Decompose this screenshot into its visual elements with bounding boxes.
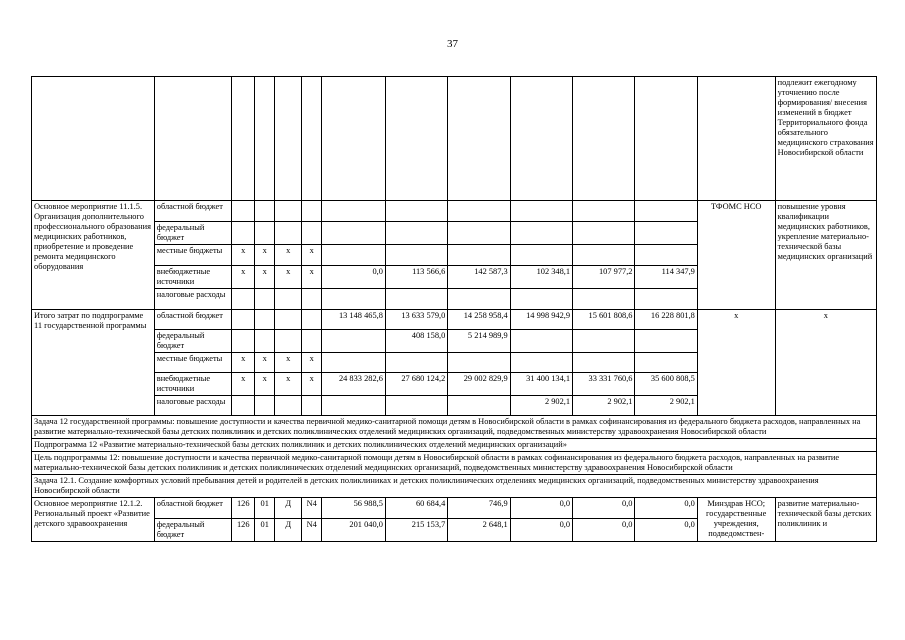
amount-cell: 15 601 808,6 xyxy=(573,310,635,330)
amount-cell xyxy=(573,289,635,310)
code-cell xyxy=(275,222,302,245)
code-cell xyxy=(232,201,255,222)
code-cell: N4 xyxy=(302,519,322,542)
measure_1115-row xyxy=(32,201,877,222)
code-cell: 126 xyxy=(232,519,255,542)
amount-cell: 746,9 xyxy=(448,498,510,519)
empty-cell xyxy=(32,77,155,201)
goal-text: Цель подпрограммы 12: повышение доступности и качества первичной медико-санитарной помощи детям в Новосибирской области в рамках софинансирования из федерального бюджета расходов, направленных на развитие материально-технической базы детских поликлиник и детских поликлинических отделений медицинских организаций, подведомственных министерству здравоохранения Новосибирской области xyxy=(32,452,877,475)
amount-cell xyxy=(573,245,635,266)
code-cell: x xyxy=(254,266,274,289)
amount-cell xyxy=(510,330,572,353)
measure_1212-row xyxy=(32,498,877,519)
code-cell xyxy=(302,289,322,310)
code-cell: x xyxy=(275,373,302,396)
code-cell xyxy=(254,396,274,416)
code-cell: x xyxy=(232,373,255,396)
amount-cell: 5 214 989,9 xyxy=(448,330,510,353)
code-cell xyxy=(232,310,255,330)
funding-source: местные бюджеты xyxy=(154,245,232,266)
code-cell: 01 xyxy=(254,498,274,519)
amount-cell xyxy=(322,396,385,416)
amount-cell xyxy=(510,245,572,266)
amount-cell: 0,0 xyxy=(510,498,572,519)
code-cell: x xyxy=(232,245,255,266)
code-cell xyxy=(254,201,274,222)
amount-cell: 102 348,1 xyxy=(510,266,572,289)
code-cell xyxy=(302,396,322,416)
amount-cell: 14 258 958,4 xyxy=(448,310,510,330)
code-cell: x xyxy=(302,373,322,396)
amount-cell xyxy=(448,396,510,416)
funding-source: областной бюджет xyxy=(154,310,232,330)
code-cell xyxy=(254,222,274,245)
funding-source: внебюджетные источники xyxy=(154,266,232,289)
task121-row xyxy=(32,475,877,498)
amount-cell xyxy=(510,201,572,222)
amount-cell: 0,0 xyxy=(573,519,635,542)
continuation-row xyxy=(32,77,877,201)
empty-cell xyxy=(573,77,635,201)
amount-cell: 27 680 124,2 xyxy=(385,373,447,396)
amount-cell: 35 600 808,5 xyxy=(635,373,697,396)
amount-cell: 0,0 xyxy=(322,266,385,289)
empty-cell xyxy=(275,77,302,201)
amount-cell: 0,0 xyxy=(573,498,635,519)
amount-cell: 215 153,7 xyxy=(385,519,447,542)
amount-cell: 2 648,1 xyxy=(448,519,510,542)
amount-cell xyxy=(448,353,510,373)
code-cell xyxy=(254,330,274,353)
amount-cell xyxy=(573,201,635,222)
code-cell xyxy=(275,330,302,353)
code-cell: x xyxy=(254,373,274,396)
funding-source: федеральный бюджет xyxy=(154,519,232,542)
code-cell xyxy=(254,289,274,310)
task-text: Задача 12 государственной программы: повышение доступности и качества первичной медико-санитарной помощи детям в Новосибирской области в рамках софинансирования из федерального бюджета расходов, направленных на развитие материально-технической базы детских поликлиник и детских поликлинических отделений медицинских организаций, подведомственных министерству здравоохранения Новосибирской области xyxy=(32,416,877,439)
amount-cell xyxy=(448,222,510,245)
code-cell: N4 xyxy=(302,498,322,519)
executor-cell: x xyxy=(697,310,775,416)
code-cell: x xyxy=(302,266,322,289)
measure-name: Основное мероприятие 12.1.2. Региональный проект «Развитие детского здравоохранения xyxy=(32,498,155,542)
amount-cell: 2 902,1 xyxy=(510,396,572,416)
amount-cell xyxy=(573,222,635,245)
amount-cell: 16 228 801,8 xyxy=(635,310,697,330)
amount-cell xyxy=(510,222,572,245)
amount-cell xyxy=(385,353,447,373)
code-cell: Д xyxy=(275,519,302,542)
amount-cell xyxy=(385,201,447,222)
amount-cell xyxy=(322,330,385,353)
amount-cell: 24 833 282,6 xyxy=(322,373,385,396)
amount-cell: 31 400 134,1 xyxy=(510,373,572,396)
code-cell: x xyxy=(275,245,302,266)
code-cell xyxy=(302,330,322,353)
funding-source: налоговые расходы xyxy=(154,289,232,310)
amount-cell xyxy=(448,245,510,266)
amount-cell: 107 977,2 xyxy=(573,266,635,289)
code-cell xyxy=(232,396,255,416)
empty-cell xyxy=(254,77,274,201)
amount-cell xyxy=(635,222,697,245)
funding-source: федеральный бюджет xyxy=(154,222,232,245)
code-cell xyxy=(275,310,302,330)
code-cell xyxy=(302,310,322,330)
amount-cell: 60 684,4 xyxy=(385,498,447,519)
empty-cell xyxy=(697,77,775,201)
code-cell xyxy=(302,222,322,245)
task-text: Задача 12.1. Создание комфортных условий пребывания детей и родителей в детских поликлиниках и детских поликлинических отделениях медицинских организаций, подведомственных министерству здравоохранения Новосибирской области xyxy=(32,475,877,498)
amount-cell xyxy=(448,201,510,222)
code-cell xyxy=(232,222,255,245)
task12-row xyxy=(32,416,877,439)
code-cell: x xyxy=(302,245,322,266)
code-cell: x xyxy=(232,353,255,373)
amount-cell xyxy=(385,289,447,310)
amount-cell: 56 988,5 xyxy=(322,498,385,519)
amount-cell xyxy=(322,201,385,222)
total_11-row xyxy=(32,310,877,330)
code-cell xyxy=(232,330,255,353)
amount-cell: 13 148 465,8 xyxy=(322,310,385,330)
code-cell xyxy=(254,310,274,330)
code-cell xyxy=(302,201,322,222)
executor-cell: ТФОМС НСО xyxy=(697,201,775,310)
funding-source: областной бюджет xyxy=(154,201,232,222)
code-cell: 126 xyxy=(232,498,255,519)
empty-cell xyxy=(302,77,322,201)
amount-cell xyxy=(635,330,697,353)
code-cell: x xyxy=(254,353,274,373)
empty-cell xyxy=(448,77,510,201)
amount-cell: 0,0 xyxy=(635,498,697,519)
funding-source: областной бюджет xyxy=(154,498,232,519)
executor-cell: Минздрав НСО; государственные учреждения, подведомствен- xyxy=(697,498,775,542)
funding-source: местные бюджеты xyxy=(154,353,232,373)
amount-cell xyxy=(448,289,510,310)
result-cell: развитие материально-технической базы детских поликлиник и xyxy=(775,498,876,542)
empty-cell xyxy=(322,77,385,201)
result-cell: x xyxy=(775,310,876,416)
amount-cell: 2 902,1 xyxy=(573,396,635,416)
amount-cell xyxy=(385,245,447,266)
goal12-row xyxy=(32,452,877,475)
amount-cell: 142 587,3 xyxy=(448,266,510,289)
result-cell: повышение уровня квалификации медицинских работников, укрепление материально-технической базы медицинских организаций xyxy=(775,201,876,310)
amount-cell: 13 633 579,0 xyxy=(385,310,447,330)
amount-cell xyxy=(635,353,697,373)
funding-source: внебюджетные источники xyxy=(154,373,232,396)
amount-cell xyxy=(573,353,635,373)
amount-cell xyxy=(635,245,697,266)
amount-cell: 0,0 xyxy=(510,519,572,542)
code-cell: x xyxy=(275,353,302,373)
amount-cell xyxy=(510,353,572,373)
page-number: 37 xyxy=(447,38,458,50)
amount-cell: 113 566,6 xyxy=(385,266,447,289)
amount-cell: 2 902,1 xyxy=(635,396,697,416)
funding-source: налоговые расходы xyxy=(154,396,232,416)
measure-name: Итого затрат по подпрограмме 11 государственной программы xyxy=(32,310,155,416)
result-cell: подлежит ежегодному уточнению после формирования/ внесения изменений в бюджет Территориального фонда обязательного медицинского страхования Новосибирской области xyxy=(775,77,876,201)
amount-cell: 14 998 942,9 xyxy=(510,310,572,330)
funding-source: федеральный бюджет xyxy=(154,330,232,353)
amount-cell xyxy=(385,396,447,416)
amount-cell: 0,0 xyxy=(635,519,697,542)
amount-cell: 114 347,9 xyxy=(635,266,697,289)
amount-cell xyxy=(385,222,447,245)
amount-cell: 408 158,0 xyxy=(385,330,447,353)
code-cell xyxy=(275,396,302,416)
measure-name: Основное мероприятие 11.1.5. Организация дополнительного профессионального образования медицинских работников, приобретение и проведение ремонта медицинского оборудования xyxy=(32,201,155,310)
empty-cell xyxy=(510,77,572,201)
amount-cell: 201 040,0 xyxy=(322,519,385,542)
subprogram-text: Подпрограмма 12 «Развитие материально-технической базы детских поликлиник и детских поликлинических отделений медицинских организаций» xyxy=(32,439,877,452)
amount-cell xyxy=(573,330,635,353)
subprogram12-row xyxy=(32,439,877,452)
code-cell xyxy=(275,201,302,222)
code-cell: x xyxy=(232,266,255,289)
code-cell: 01 xyxy=(254,519,274,542)
amount-cell xyxy=(635,201,697,222)
amount-cell xyxy=(322,222,385,245)
empty-cell xyxy=(635,77,697,201)
code-cell xyxy=(232,289,255,310)
amount-cell xyxy=(322,245,385,266)
code-cell: x xyxy=(275,266,302,289)
amount-cell xyxy=(322,289,385,310)
amount-cell xyxy=(510,289,572,310)
empty-cell xyxy=(385,77,447,201)
amount-cell xyxy=(635,289,697,310)
empty-cell xyxy=(154,77,232,201)
code-cell: x xyxy=(302,353,322,373)
budget-table xyxy=(31,76,877,542)
amount-cell: 33 331 760,6 xyxy=(573,373,635,396)
code-cell: Д xyxy=(275,498,302,519)
empty-cell xyxy=(232,77,255,201)
amount-cell: 29 002 829,9 xyxy=(448,373,510,396)
amount-cell xyxy=(322,353,385,373)
code-cell: x xyxy=(254,245,274,266)
code-cell xyxy=(275,289,302,310)
